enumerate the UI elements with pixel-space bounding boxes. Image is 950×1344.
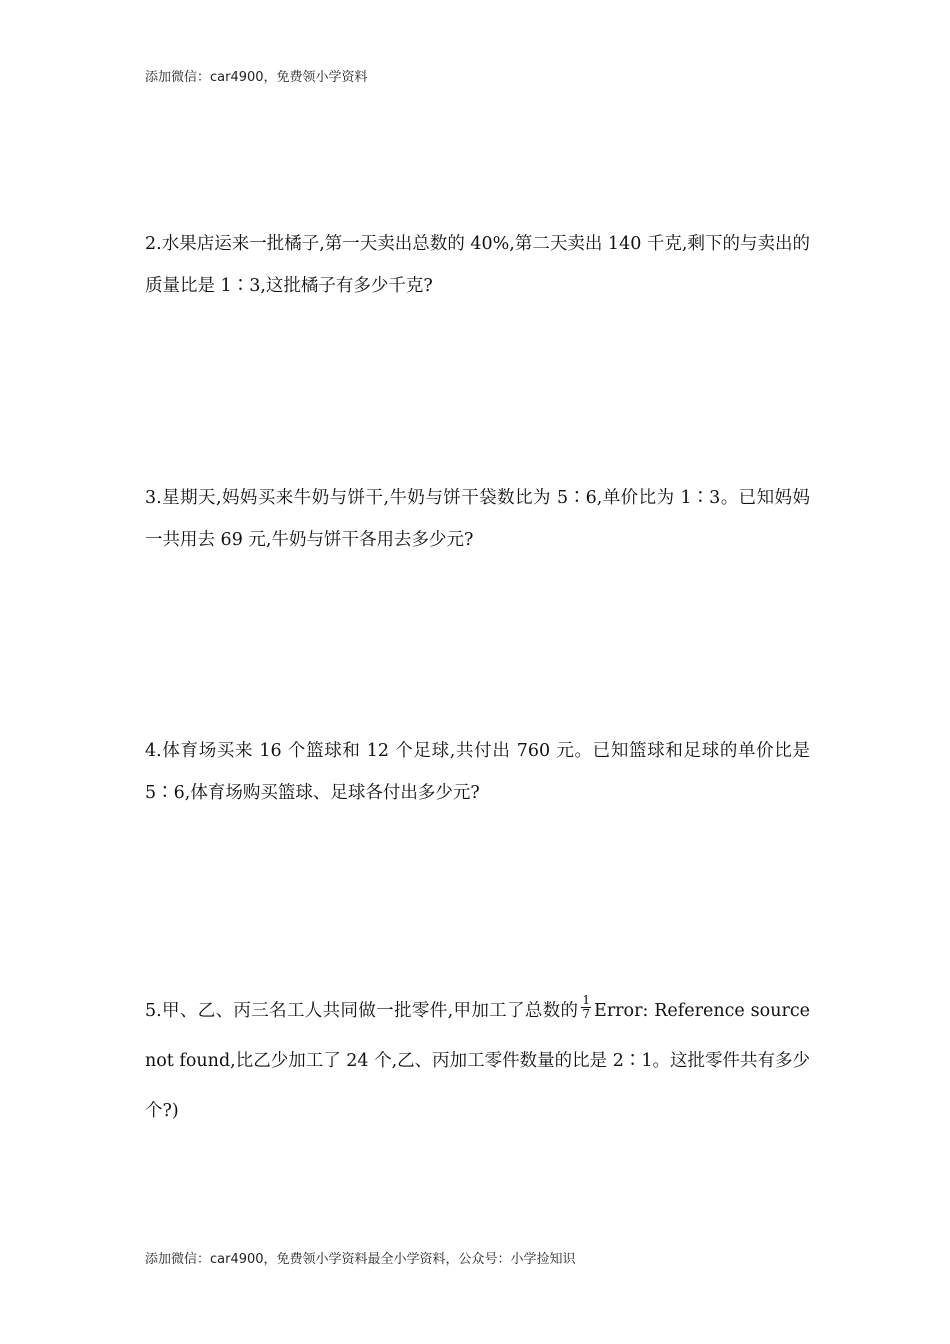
page-footer-watermark: 添加微信：car4900，免费领小学资料最全小学资料，公众号：小学捡知识 bbox=[145, 1252, 576, 1267]
fraction bbox=[581, 994, 591, 1021]
page-header-watermark: 添加微信：car4900，免费领小学资料 bbox=[145, 70, 368, 85]
problem-3: 3.星期天,妈妈买来牛奶与饼干,牛奶与饼干袋数比为 5∶6,单价比为 1∶3。已知妈妈一共用去 69 元,牛奶与饼干各用去多少元? bbox=[145, 488, 810, 550]
problem-2: 2.水果店运来一批橘子,第一天卖出总数的 40%,第二天卖出 140 千克,剩下的与卖出的质量比是 1∶3,这批橘子有多少千克? bbox=[145, 234, 810, 296]
problem-4: 4.体育场买来 16 个篮球和 12 个足球,共付出 760 元。已知篮球和足球的单价比是 5∶6,体育场购买篮球、足球各付出多少元? bbox=[145, 741, 810, 803]
fraction-denominator: 7 bbox=[582, 1007, 591, 1021]
problem-5 bbox=[145, 986, 810, 1136]
fraction-numerator: 1 bbox=[582, 993, 591, 1007]
problem-5-text-before: 5.甲、乙、丙三名工人共同做一批零件,甲加工了总数的 bbox=[145, 1001, 579, 1021]
problem-5-text-after: Error: Reference source not found,比乙少加工了 24 个,乙、丙加工零件数量的比是 2∶1。这批零件共有多少个?) bbox=[145, 1001, 811, 1121]
